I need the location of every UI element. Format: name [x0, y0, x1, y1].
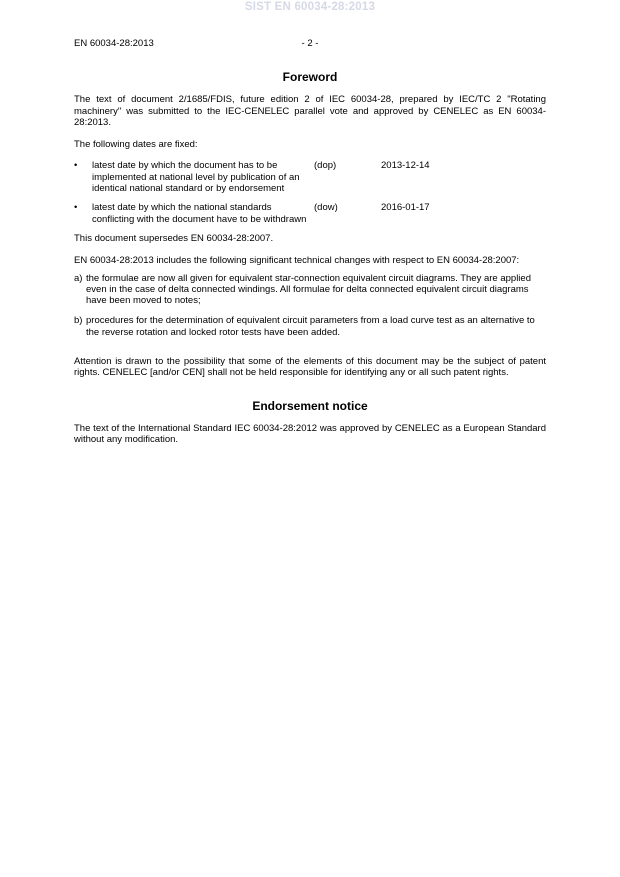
change-item-b: [74, 315, 546, 338]
date-abbreviation: (dow): [314, 202, 338, 214]
header-doc-number: EN 60034-28:2013: [74, 38, 154, 49]
list-text: the formulae are now all given for equivalent star-connection equivalent circuit diagrams. They are applied even in the case of delta connected windings. All formulae for delta connected equivalent circuit diagrams have been moved to notes;: [86, 272, 531, 307]
dates-intro: The following dates are fixed:: [74, 139, 198, 151]
list-label: b): [74, 315, 83, 327]
endorsement-title: Endorsement notice: [252, 398, 368, 413]
watermark: SIST EN 60034-28:2013: [244, 1, 376, 13]
header-page-number: - 2 -: [301, 38, 319, 49]
list-text: procedures for the determination of equivalent circuit parameters from a load curve test as an alternative to the reverse rotation and locked rotor tests have been added.: [86, 315, 535, 338]
changes-intro: EN 60034-28:2013 includes the following significant technical changes with respect to EN 60034-28:2007:: [74, 255, 520, 267]
bullet: •: [74, 202, 78, 214]
foreword-intro: The text of document 2/1685/FDIS, future edition 2 of IEC 60034-28, prepared by IEC/TC 2 "Rotating machinery" was submitted to the IEC-CENELEC parallel vote and approved by CENELEC as EN 60034-28:2013.: [74, 94, 546, 128]
list-label: a): [74, 272, 83, 284]
endorsement-text: The text of the International Standard IEC 60034-28:2012 was approved by CENELEC as a European Standard without any modification.: [74, 422, 546, 446]
foreword-title: Foreword: [282, 70, 338, 84]
change-item-a: [74, 273, 546, 307]
date-description: latest date by which the document has to be implemented at national level by publication of an identical national standard or by endorsement: [92, 160, 300, 195]
changes-list: [74, 273, 546, 338]
date-value: 2016-01-17: [381, 202, 430, 214]
date-description: latest date by which the national standards conflicting with the document have to be withdrawn: [92, 202, 307, 225]
document-body: [74, 72, 546, 446]
patent-notice: Attention is drawn to the possibility that some of the elements of this document may be the subject of patent rights. CENELEC [and/or CEN] shall not be held responsible for identifying any or all such patent rights.: [74, 356, 546, 379]
date-row-dow: [74, 202, 546, 225]
supersedes-statement: This document supersedes EN 60034-28:2007.: [74, 232, 274, 244]
date-value: 2013-12-14: [381, 160, 430, 172]
date-row-dop: [74, 160, 546, 194]
date-abbreviation: (dop): [314, 160, 337, 172]
dates-list: [74, 160, 546, 224]
bullet: •: [74, 160, 78, 172]
